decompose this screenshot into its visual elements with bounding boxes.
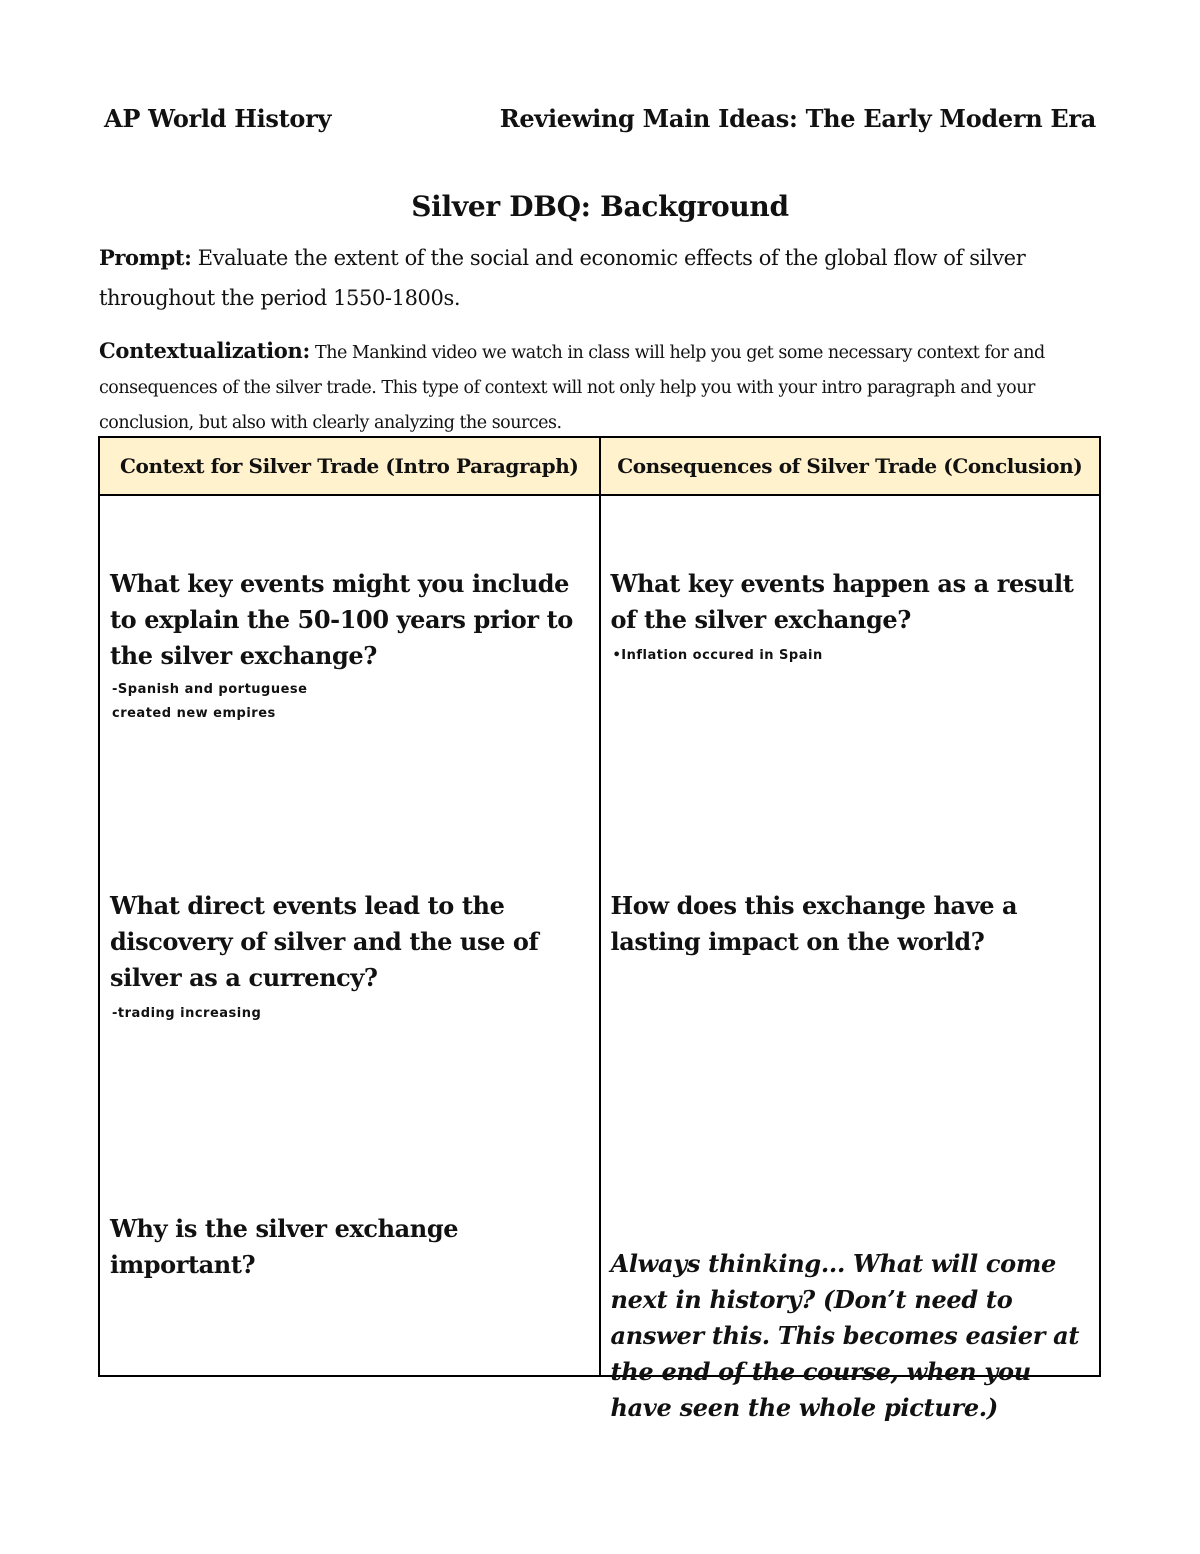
- prompt-paragraph: [99, 238, 1059, 318]
- header-context: Context for Silver Trade (Intro Paragraph): [99, 437, 600, 495]
- question-key-events-prior: What key events might you include to explain the 50-100 years prior to the silver exchange?: [110, 569, 573, 670]
- prompt-text: Evaluate the extent of the social and economic effects of the global flow of silver throughout the period 1550-1800s.: [99, 246, 1026, 310]
- header-consequences: Consequences of Silver Trade (Conclusion): [600, 437, 1101, 495]
- question-direct-events: What direct events lead to the discovery of silver and the use of silver as a currency?: [110, 891, 539, 992]
- unit-title: Reviewing Main Ideas: The Early Modern Era: [499, 104, 1096, 133]
- handwritten-answer-3: •Inflation occured in Spain: [612, 648, 823, 663]
- question-key-events-result: What key events happen as a result of the silver exchange?: [610, 569, 1074, 634]
- course-title: AP World History: [104, 104, 332, 133]
- table-header-row: [99, 437, 1100, 495]
- handwritten-answer-1: -Spanish and portuguese created new empires: [112, 682, 308, 721]
- question-importance: Why is the silver exchange important?: [110, 1214, 459, 1279]
- contextualization-text: The Mankind video we watch in class will help you get some necessary context for and consequences of the silver trade. This type of context will not only help you with your intro paragraph and your conclusion, but also with clearly analyzing the sources.: [99, 343, 1045, 433]
- context-cell[interactable]: [99, 495, 600, 1376]
- table-row: [99, 495, 1100, 1376]
- question-lasting-impact: How does this exchange have a lasting impact on the world?: [610, 891, 1018, 956]
- silver-trade-table: [98, 436, 1101, 1422]
- consequences-cell[interactable]: [600, 495, 1101, 1422]
- thinking-note: Always thinking... What will come next in history? (Don’t need to answer this. This becomes easier at the end of the course, when you have seen the whole picture.): [610, 1249, 1080, 1422]
- contextualization-paragraph: [99, 333, 1089, 441]
- prompt-label: Prompt:: [99, 245, 192, 270]
- contextualization-label: Contextualization:: [99, 338, 310, 363]
- handwritten-answer-2: -trading increasing: [112, 1006, 262, 1021]
- page-title: Silver DBQ: Background: [411, 190, 789, 223]
